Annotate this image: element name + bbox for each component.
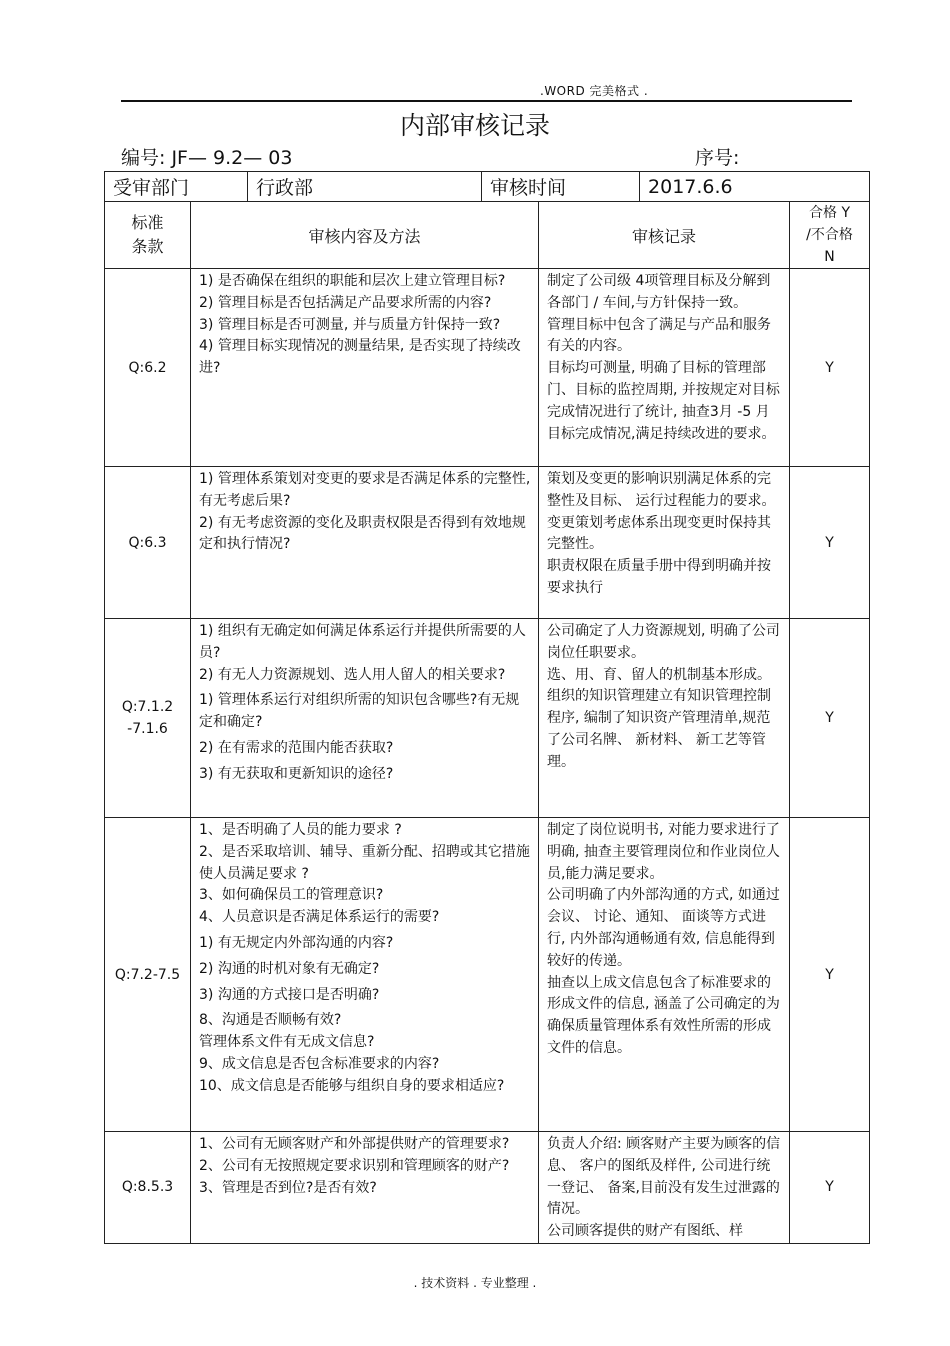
content-line: 10、成文信息是否能够与组织自身的要求相适应? — [199, 1077, 505, 1094]
content-line: 2、公司有无按照规定要求识别和管理顾客的财产? — [199, 1157, 510, 1174]
content-cell — [191, 1132, 539, 1244]
content-line: 3) 管理目标是否可测量, 并与质量方针保持一致? — [199, 316, 501, 333]
page-footer: . 技术资料 . 专业整理 . — [413, 1276, 537, 1290]
content-line: 3) 有无获取和更新知识的途径? — [199, 765, 394, 782]
dept-value: 行政部 — [248, 172, 482, 202]
info-row — [105, 172, 870, 202]
content-line: 2) 沟通的时机对象有无确定? — [199, 960, 380, 977]
content-cell — [191, 467, 539, 619]
table-row — [105, 467, 870, 619]
content-cell — [191, 818, 539, 1132]
record-line: 制定了公司级 4项管理目标及分解到各部门 / 车间,与方针保持一致。 — [547, 273, 771, 311]
record-cell — [539, 818, 790, 1132]
content-line: 2) 有无人力资源规划、选人用人留人的相关要求? — [199, 666, 506, 683]
document-code: 编号: JF— 9.2— 03 — [121, 147, 293, 169]
record-line: 策划及变更的影响识别满足体系的完整性及目标、 运行过程能力的要求。 — [547, 471, 776, 509]
document-title: 内部审核记录 — [399, 111, 550, 140]
content-line: 4) 管理目标实现情况的测量结果, 是否实现了持续改进? — [199, 338, 521, 377]
dept-label: 受审部门 — [105, 172, 248, 202]
record-line: 公司确定了人力资源规划, 明确了公司岗位任职要求。 — [547, 623, 780, 661]
audit-table — [104, 171, 870, 1244]
record-cell — [539, 269, 790, 467]
content-line: 2) 管理目标是否包括满足产品要求所需的内容? — [199, 294, 492, 311]
table-row — [105, 619, 870, 818]
record-line: 变更策划考虑体系出现变更时保持其完整性。 — [547, 514, 772, 553]
content-line: 管理体系文件有无成文信息? — [199, 1034, 375, 1051]
record-line: 组织的知识管理建立有知识管理控制程序, 编制了知识资产管理清单,规范了公司名牌、 新材料、 新工艺等管理。 — [547, 688, 772, 770]
record-line: 抽查以上成文信息包含了标准要求的形成文件的信息, 涵盖了公司确定的为确保质量管理体系有效性所需的形成文件的信息。 — [547, 974, 780, 1056]
sequence-label: 序号: — [695, 147, 740, 169]
record-line: 管理目标中包含了满足与产品和服务有关的内容。 — [547, 316, 772, 355]
time-value: 2017.6.6 — [640, 172, 870, 202]
content-line: 2) 有无考虑资源的变化及职责权限是否得到有效地规定和执行情况? — [199, 514, 526, 553]
result-header: 合格 Y /不合格 N — [790, 202, 870, 269]
content-line: 4、人员意识是否满足体系运行的需要? — [199, 909, 440, 926]
content-line: 2) 在有需求的范围内能否获取? — [199, 739, 394, 756]
record-line: 职责权限在质量手册中得到明确并按要求执行 — [547, 558, 772, 596]
result-cell: Y — [790, 1132, 870, 1244]
time-label: 审核时间 — [482, 172, 640, 202]
content-line: 3、如何确保员工的管理意识? — [199, 887, 384, 904]
content-cell — [191, 269, 539, 467]
column-header-row — [105, 202, 870, 269]
record-line: 公司明确了内外部沟通的方式, 如通过会议、 讨论、通知、 面谈等方式进行, 内外部沟通畅通有效, 信息能得到较好的传递。 — [547, 887, 780, 969]
record-header: 审核记录 — [539, 202, 790, 269]
content-line: 1) 管理体系运行对组织所需的知识包含哪些?有无规定和确定? — [199, 692, 520, 731]
content-line: 1) 组织有无确定如何满足体系运行并提供所需要的人员? — [199, 623, 526, 661]
record-line: 选、用、育、留人的机制基本形成。 — [547, 666, 772, 683]
clause-header: 标准 条款 — [105, 202, 191, 269]
content-line: 1、是否明确了人员的能力要求 ? — [199, 822, 402, 838]
record-line: 制定了岗位说明书, 对能力要求进行了明确, 抽查主要管理岗位和作业岗位人员,能力满足要求。 — [547, 822, 780, 882]
result-cell: Y — [790, 619, 870, 818]
record-cell — [539, 619, 790, 818]
content-header: 审核内容及方法 — [191, 202, 539, 269]
page-header-mark: .WORD 完美格式 . — [540, 84, 649, 98]
content-line: 1) 是否确保在组织的职能和层次上建立管理目标? — [199, 273, 506, 289]
record-cell — [539, 467, 790, 619]
clause-cell: Q:8.5.3 — [105, 1132, 191, 1244]
table-row — [105, 818, 870, 1132]
result-cell: Y — [790, 818, 870, 1132]
clause-cell: Q:6.3 — [105, 467, 191, 619]
record-line: 目标均可测量, 明确了目标的管理部门、目标的监控周期, 并按规定对目标完成情况进行了统计, 抽查3月 -5 月目标完成情况,满足持续改进的要求。 — [547, 360, 780, 442]
clause-cell: Q:6.2 — [105, 269, 191, 467]
table-row — [105, 1132, 870, 1244]
record-line: 负责人介绍: 顾客财产主要为顾客的信息、 客户的图纸及样件, 公司进行统一登记、 备案,目前没有发生过泄露的情况。 — [547, 1136, 781, 1218]
content-line: 8、沟通是否顺畅有效? — [199, 1012, 342, 1029]
clause-cell: Q:7.1.2 -7.1.6 — [105, 619, 191, 818]
result-cell: Y — [790, 467, 870, 619]
header-rule — [121, 100, 852, 102]
content-line: 9、成文信息是否包含标准要求的内容? — [199, 1055, 440, 1072]
table-row — [105, 269, 870, 467]
content-line: 1) 管理体系策划对变更的要求是否满足体系的完整性,有无考虑后果? — [199, 471, 531, 509]
content-line: 1) 有无规定内外部沟通的内容? — [199, 934, 394, 951]
record-line: 公司顾客提供的财产有图纸、样 — [547, 1223, 744, 1240]
content-line: 3) 沟通的方式接口是否明确? — [199, 986, 380, 1003]
content-line: 1、公司有无顾客财产和外部提供财产的管理要求? — [199, 1136, 510, 1152]
clause-cell: Q:7.2-7.5 — [105, 818, 191, 1132]
result-cell: Y — [790, 269, 870, 467]
content-cell — [191, 619, 539, 818]
record-cell — [539, 1132, 790, 1244]
content-line: 3、管理是否到位?是否有效? — [199, 1179, 377, 1196]
content-line: 2、是否采取培训、辅导、重新分配、招聘或其它措施使人员满足要求 ? — [199, 843, 530, 882]
